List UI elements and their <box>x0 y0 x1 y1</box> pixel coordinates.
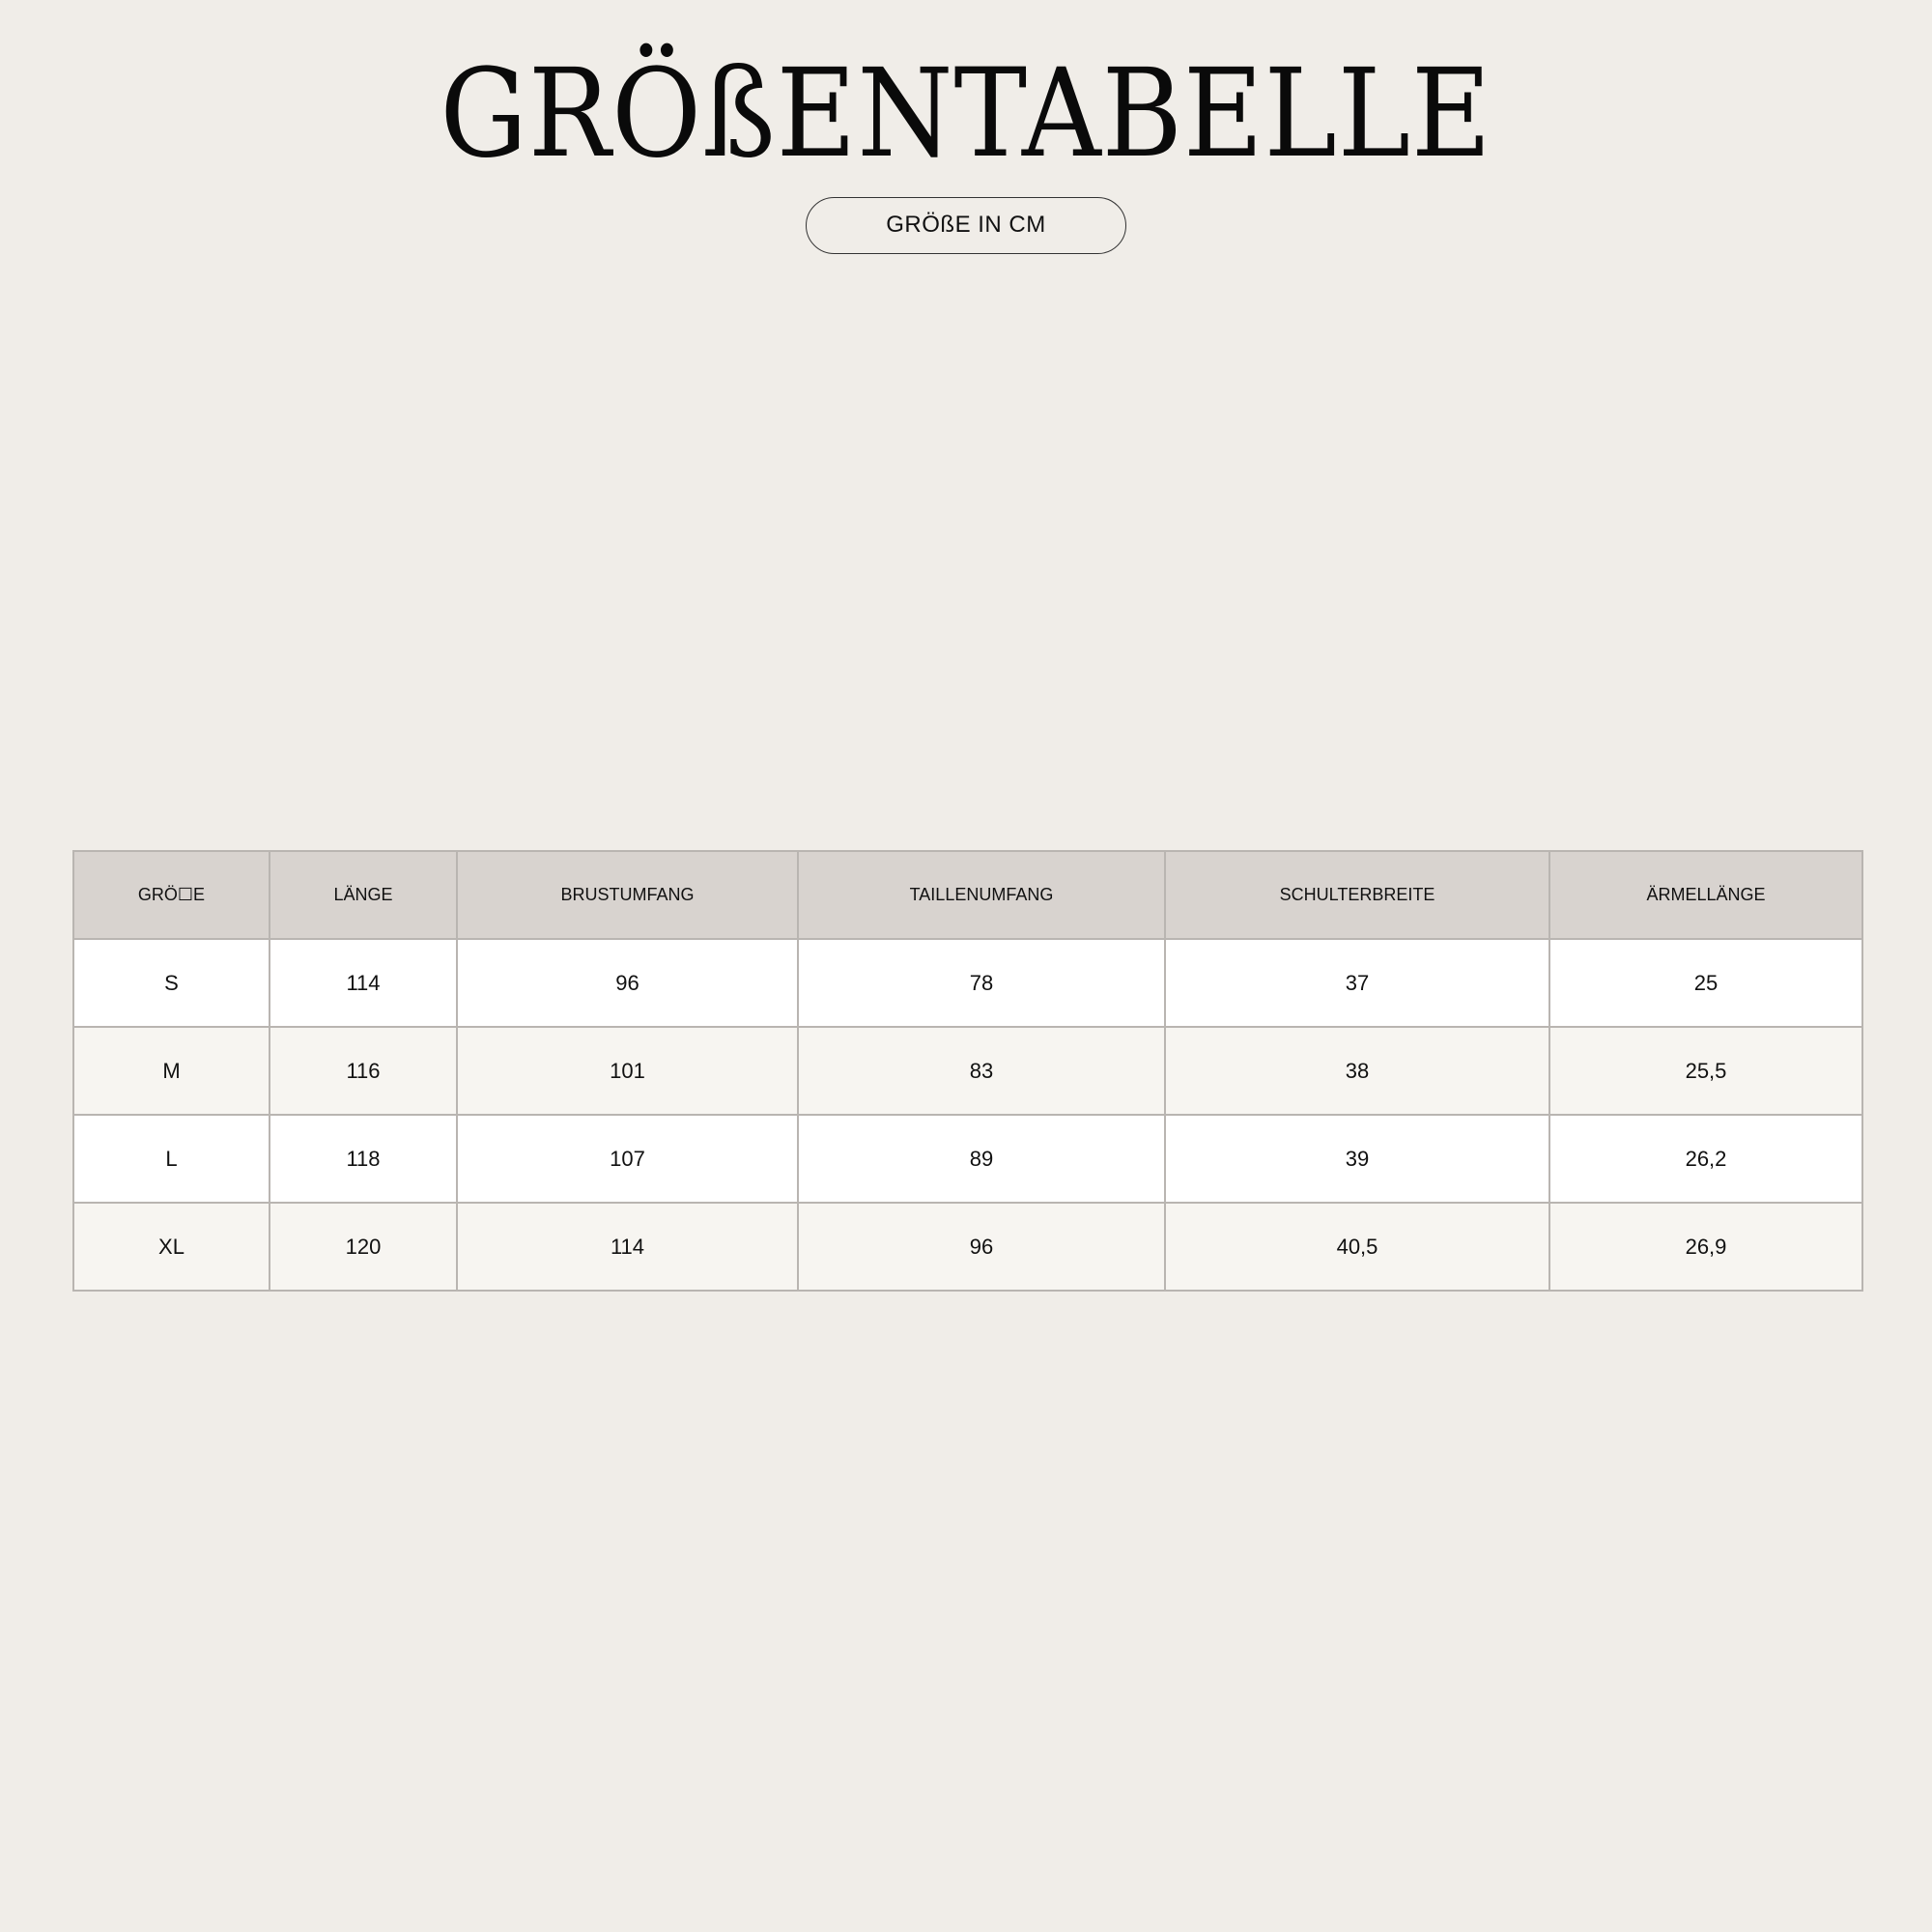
table-cell: 26,9 <box>1549 1203 1862 1291</box>
table-cell: 96 <box>798 1203 1165 1291</box>
table-cell: 37 <box>1165 939 1549 1027</box>
table-cell: 25,5 <box>1549 1027 1862 1115</box>
table-row <box>73 939 1862 1027</box>
column-header-waist: TAILLENUMFANG <box>798 851 1165 939</box>
table-cell: L <box>73 1115 270 1203</box>
table-cell: 120 <box>270 1203 457 1291</box>
table-cell: 40,5 <box>1165 1203 1549 1291</box>
table-cell: 116 <box>270 1027 457 1115</box>
table-cell: M <box>73 1027 270 1115</box>
table-cell: 83 <box>798 1027 1165 1115</box>
table-cell: 101 <box>457 1027 798 1115</box>
table-cell: 96 <box>457 939 798 1027</box>
table-cell: 26,2 <box>1549 1115 1862 1203</box>
table-cell: 38 <box>1165 1027 1549 1115</box>
column-header-shoulder: SCHULTERBREITE <box>1165 851 1549 939</box>
table-cell: 25 <box>1549 939 1862 1027</box>
table-cell: 107 <box>457 1115 798 1203</box>
column-header-chest: BRUSTUMFANG <box>457 851 798 939</box>
table-cell: 114 <box>457 1203 798 1291</box>
table-cell: XL <box>73 1203 270 1291</box>
table-cell: 39 <box>1165 1115 1549 1203</box>
table-row <box>73 1203 1862 1291</box>
table-row <box>73 1115 1862 1203</box>
table-row <box>73 1027 1862 1115</box>
table-cell: 89 <box>798 1115 1165 1203</box>
size-chart-table <box>72 850 1863 1292</box>
table-header-row <box>73 851 1862 939</box>
column-header-sleeve: ÄRMELLÄNGE <box>1549 851 1862 939</box>
table-cell: S <box>73 939 270 1027</box>
column-header-length: LÄNGE <box>270 851 457 939</box>
table-cell: 78 <box>798 939 1165 1027</box>
column-header-size: GRÖ☐E <box>73 851 270 939</box>
unit-badge: GRÖßE IN CM <box>806 197 1126 254</box>
table-cell: 118 <box>270 1115 457 1203</box>
table-cell: 114 <box>270 939 457 1027</box>
page-title: GRÖßENTABELLE <box>440 43 1492 185</box>
